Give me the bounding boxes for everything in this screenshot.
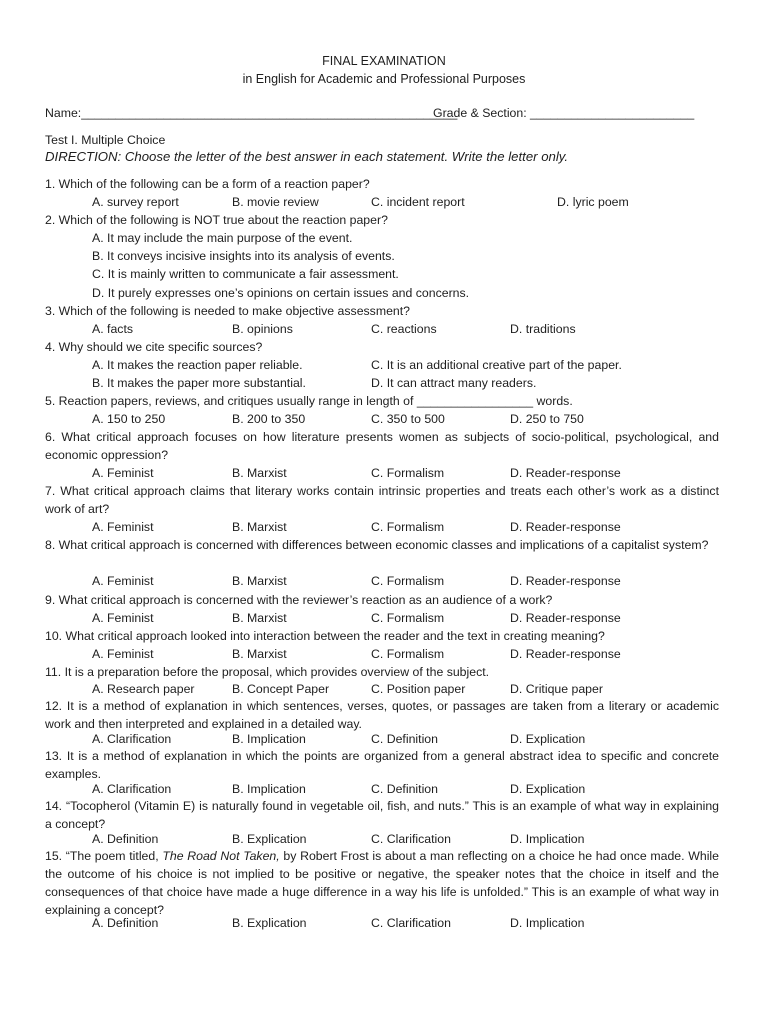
q5-option-b: B. 200 to 350: [232, 412, 306, 426]
q15-text-after: by Robert Frost is about a man reflecting on a choice he had once made. While the outcome of his choice is not implied to be positive or negative, the speaker notes that the choice in itself and the consequences of that choice have made a huge difference in a way his life is unfolded.” This is an example of what way in explaining a concept?: [45, 849, 720, 917]
question-12: 12. It is a method of explanation in which sentences, verses, quotes, or passages are taken from a literary or academic work and then interpreted and explained in a detailed way.: [45, 699, 719, 731]
q2-option-a: A. It may include the main purpose of the event.: [92, 231, 353, 245]
direction: DIRECTION: Choose the letter of the best answer in each statement. Write the letter only.: [45, 149, 569, 164]
question-3: 3. Which of the following is needed to make objective assessment?: [45, 304, 411, 318]
q11-option-c: C. Position paper: [371, 682, 466, 696]
question-11: 11. It is a preparation before the proposal, which provides overview of the subject.: [45, 665, 490, 679]
q15-option-a: A. Definition: [92, 916, 159, 930]
name-line: Name:_______________________________________________________: [45, 106, 458, 120]
q5-option-d: D. 250 to 750: [510, 412, 584, 426]
question-1: 1. Which of the following can be a form of a reaction paper?: [45, 177, 370, 191]
q2-option-d: D. It purely expresses one’s opinions on certain issues and concerns.: [92, 286, 470, 300]
q14-option-b: B. Explication: [232, 832, 307, 846]
q4-option-b: B. It makes the paper more substantial.: [92, 376, 306, 390]
q6-option-d: D. Reader-response: [510, 466, 621, 480]
q12-option-a: A. Clarification: [92, 732, 172, 746]
q10-option-c: C. Formalism: [371, 647, 445, 661]
question-13: 13. It is a method of explanation in which the points are organized from a general abstract idea to specific and concrete examples.: [45, 749, 719, 781]
q10-option-d: D. Reader-response: [510, 647, 621, 661]
q7-option-b: B. Marxist: [232, 520, 287, 534]
q14-option-a: A. Definition: [92, 832, 159, 846]
q6-option-c: C. Formalism: [371, 466, 445, 480]
q8-option-a: A. Feminist: [92, 574, 154, 588]
q11-option-d: D. Critique paper: [510, 682, 603, 696]
q10-option-b: B. Marxist: [232, 647, 287, 661]
q8-option-d: D. Reader-response: [510, 574, 621, 588]
q2-option-b: B. It conveys incisive insights into its analysis of events.: [92, 249, 395, 263]
test-heading: Test I. Multiple Choice: [45, 133, 166, 147]
q14-option-c: C. Clarification: [371, 832, 451, 846]
q5-option-c: C. 350 to 500: [371, 412, 445, 426]
question-14: 14. “Tocopherol (Vitamin E) is naturally found in vegetable oil, fish, and nuts.” This is an example of what way in explaining a concept?: [45, 799, 719, 831]
question-10: 10. What critical approach looked into interaction between the reader and the text in creating meaning?: [45, 629, 605, 643]
q5-option-a: A. 150 to 250: [92, 412, 166, 426]
q9-option-b: B. Marxist: [232, 611, 287, 625]
q9-option-c: C. Formalism: [371, 611, 445, 625]
q3-option-a: A. facts: [92, 322, 134, 336]
q15-option-c: C. Clarification: [371, 916, 451, 930]
q7-option-c: C. Formalism: [371, 520, 445, 534]
q4-option-c: C. It is an additional creative part of the paper.: [371, 358, 622, 372]
q6-option-b: B. Marxist: [232, 466, 287, 480]
q12-option-b: B. Implication: [232, 732, 306, 746]
question-4: 4. Why should we cite specific sources?: [45, 340, 263, 354]
question-8: 8. What critical approach is concerned with differences between economic classes and implications of a capitalist system?: [45, 538, 709, 552]
q3-option-d: D. traditions: [510, 322, 576, 336]
question-6: 6. What critical approach focuses on how literature presents women as subjects of socio-political, psychological, and economic oppression?: [45, 430, 719, 462]
question-9: 9. What critical approach is concerned with the reviewer’s reaction as an audience of a work?: [45, 593, 553, 607]
q7-option-a: A. Feminist: [92, 520, 154, 534]
q9-option-d: D. Reader-response: [510, 611, 621, 625]
q3-option-b: B. opinions: [232, 322, 293, 336]
question-5: 5. Reaction papers, reviews, and critiques usually range in length of _________________ words.: [45, 394, 573, 408]
question-15: [45, 847, 719, 919]
q13-option-a: A. Clarification: [92, 782, 172, 796]
q15-poem-title: The Road Not Taken,: [162, 849, 280, 863]
q6-option-a: A. Feminist: [92, 466, 154, 480]
question-2: 2. Which of the following is NOT true about the reaction paper?: [45, 213, 388, 227]
q13-option-c: C. Definition: [371, 782, 438, 796]
q4-option-d: D. It can attract many readers.: [371, 376, 537, 390]
q1-option-c: C. incident report: [371, 195, 465, 209]
q8-option-c: C. Formalism: [371, 574, 445, 588]
q1-option-b: B. movie review: [232, 195, 319, 209]
q11-option-b: B. Concept Paper: [232, 682, 330, 696]
q12-option-d: D. Explication: [510, 732, 586, 746]
q11-option-a: A. Research paper: [92, 682, 195, 696]
q13-option-b: B. Implication: [232, 782, 306, 796]
q14-option-d: D. Implication: [510, 832, 585, 846]
q15-option-d: D. Implication: [510, 916, 585, 930]
q13-option-d: D. Explication: [510, 782, 586, 796]
q4-option-a: A. It makes the reaction paper reliable.: [92, 358, 303, 372]
q15-option-b: B. Explication: [232, 916, 307, 930]
q10-option-a: A. Feminist: [92, 647, 154, 661]
q1-option-d: D. lyric poem: [557, 195, 629, 209]
q12-option-c: C. Definition: [371, 732, 438, 746]
grade-section-line: Grade & Section: ________________________: [433, 106, 695, 120]
q3-option-c: C. reactions: [371, 322, 437, 336]
q9-option-a: A. Feminist: [92, 611, 154, 625]
question-7: 7. What critical approach claims that literary works contain intrinsic properties and treats each other’s work as a distinct work of art?: [45, 484, 719, 516]
q8-option-b: B. Marxist: [232, 574, 287, 588]
q2-option-c: C. It is mainly written to communicate a fair assessment.: [92, 267, 399, 281]
q15-text-before: 15. “The poem titled,: [45, 849, 163, 863]
exam-subtitle: in English for Academic and Professional Purposes: [242, 72, 526, 86]
exam-title: FINAL EXAMINATION: [322, 54, 446, 68]
q7-option-d: D. Reader-response: [510, 520, 621, 534]
q1-option-a: A. survey report: [92, 195, 179, 209]
